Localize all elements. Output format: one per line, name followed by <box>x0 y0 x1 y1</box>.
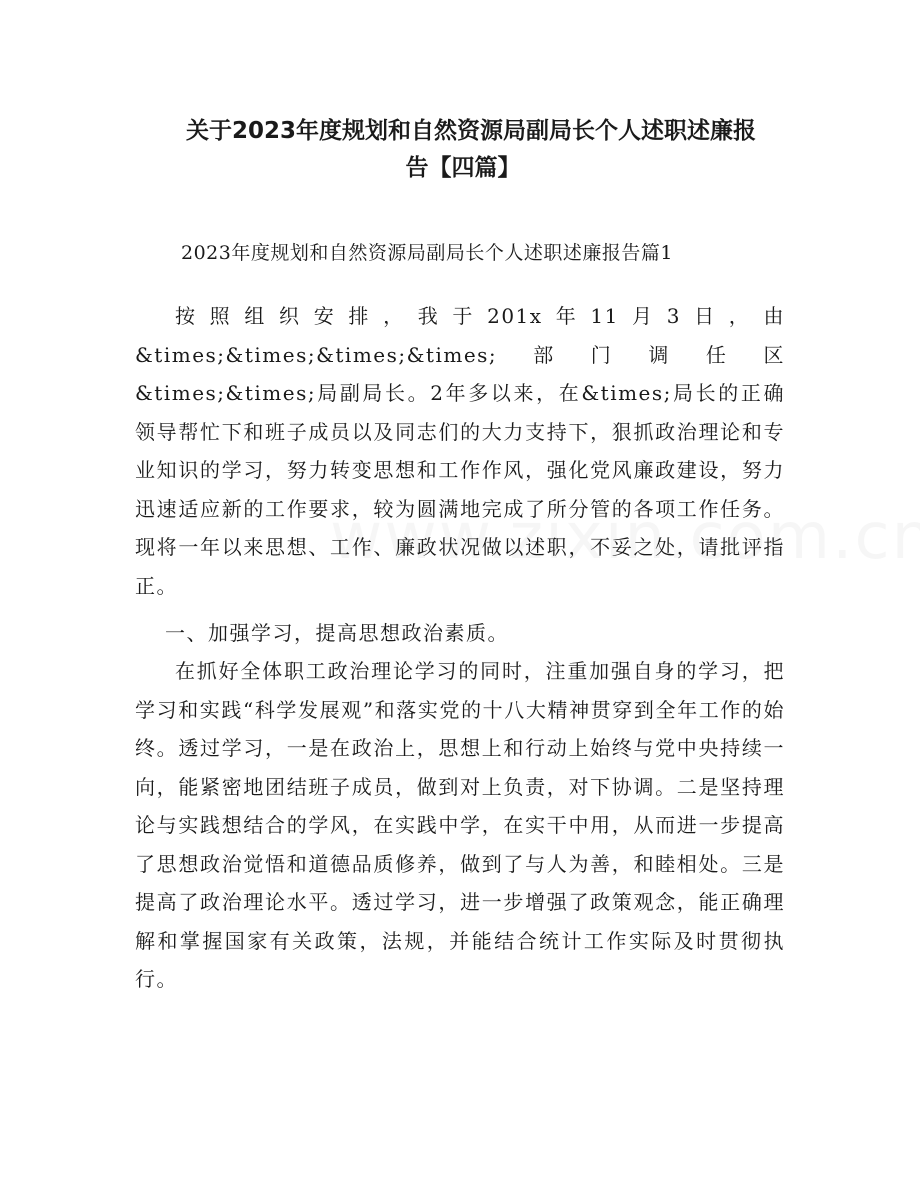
section-subtitle: 2023年度规划和自然资源局副局长个人述职述廉报告篇1 <box>181 242 673 264</box>
paragraph-intro: 按照组织安排，我于201x年11月3日，由&times;&times;&times;&times;部门调任区&times;&times;局副局长。2年多以来，在&times;局长的正确领导帮忙下和班子成员以及同志们的大力支持下，狠抓政治理论和专业知识的学习，努力转变思想和工作作风，强化党风廉政建设，努力迅速适应新的工作要求，较为圆满地完成了所分管的各项工作任务。现将一年以来思想、工作、廉政状况做以述职，不妥之处，请批评指正。 <box>135 304 785 598</box>
paragraph-study: 在抓好全体职工政治理论学习的同时，注重加强自身的学习，把学习和实践“科学发展观”和落实党的十八大精神贯穿到全年工作的始终。透过学习，一是在政治上，思想上和行动上始终与党中央持续一向，能紧密地团结班子成员，做到对上负责，对下协调。二是坚持理论与实践想结合的学风，在实践中学，在实干中用，从而进一步提高了思想政治觉悟和道德品质修养，做到了与人为善，和睦相处。三是提高了政治理论水平。透过学习，进一步增强了政策观念，能正确理解和掌握国家有关政策，法规，并能结合统计工作实际及时贯彻执行。 <box>135 659 785 991</box>
section-heading-1: 一、加强学习，提高思想政治素质。 <box>165 621 509 645</box>
document-title-line-2: 告【四篇】 <box>405 155 521 181</box>
document-title-line-1: 关于2023年度规划和自然资源局副局长个人述职述廉报 <box>186 118 757 144</box>
